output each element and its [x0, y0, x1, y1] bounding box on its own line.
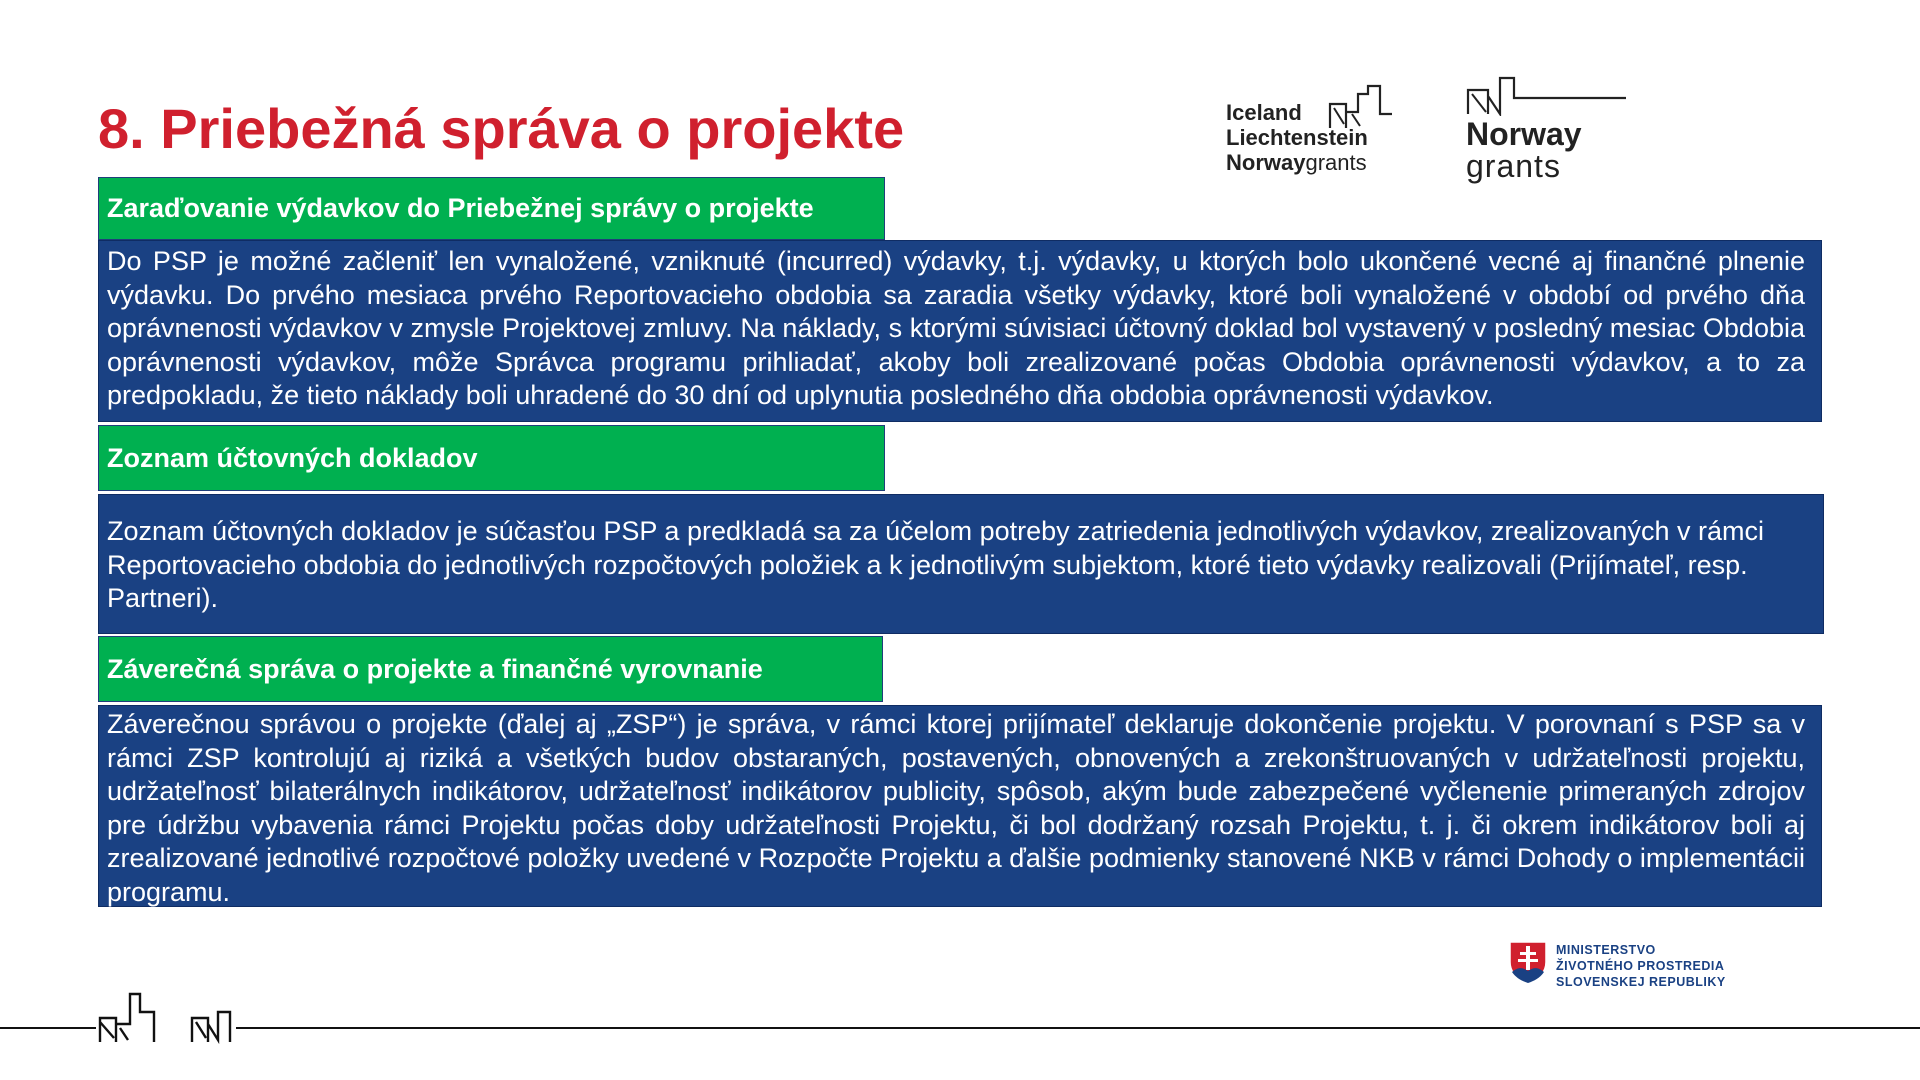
page-title: 8. Priebežná správa o projekte — [98, 97, 905, 160]
eea-line-iceland: Iceland — [1226, 100, 1302, 125]
section-body-documents: Zoznam účtovných dokladov je súčasťou PSP a predkladá sa za účelom potreby zatriedenia jednotlivých výdavkov, zrealizovaných v rámci Reportovacieho obdobia do jednotlivých rozpočtových položiek a k jednotlivým subjektom, ktoré tieto výdavky realizovali (Prijímateľ, resp. Partneri). — [98, 494, 1824, 634]
footer-grants-emblem-icon — [96, 988, 236, 1048]
ministry-line-1: MINISTERSTVO — [1556, 943, 1656, 957]
norway-grants-emblem-icon — [1466, 76, 1626, 116]
eea-line-norway: Norway — [1226, 150, 1306, 175]
section-heading-documents: Zoznam účtovných dokladov — [98, 425, 885, 491]
footer-divider — [0, 1027, 1920, 1029]
norway-text: Norway — [1466, 116, 1582, 152]
eea-line-liechtenstein: Liechtenstein — [1226, 125, 1368, 150]
section-heading-final-report: Záverečná správa o projekte a finančné vyrovnanie — [98, 636, 883, 702]
eea-line-grants: grants — [1305, 150, 1367, 175]
section-body-expenses: Do PSP je možné začleniť len vynaložené, vzniknuté (incurred) výdavky, t.j. výdavky, u ktorých bolo ukončené vecné aj finančné plnenie výdavku. Do prvého mesiaca prvého Reportovacieho obdobia sa zaradia všetky výdavky, ktoré boli vynaložené v období od prvého dňa oprávnenosti výdavkov v zmysle Projektovej zmluvy. Na náklady, s ktorými súvisiaci účtovný doklad bol vystavený v posledný mesiac Obdobia oprávnenosti výdavkov, môže Správca programu prihliadať, akoby boli zrealizované počas Obdobia oprávnenosti výdavkov, a to za predpokladu, že tieto náklady boli uhradené do 30 dní od uplynutia posledného dňa obdobia oprávnenosti výdavkov. — [98, 240, 1822, 422]
section-body-final-report: Záverečnou správou o projekte (ďalej aj „ZSP“) je správa, v rámci ktorej prijímateľ deklaruje dokončenie projektu. V porovnaní s PSP sa v rámci ZSP kontrolujú aj riziká a všetkých budov obstaraných, postavených, obnovených a zrekonštruovaných v udržateľnosti projektu, udržateľnosť bilaterálnych indikátorov, udržateľnosť indikátorov publicity, spôsob, akým bude zabezpečené vyčlenenie primeraných zdrojov pre údržbu vybavenia rámci Projektu počas doby udržateľnosti Projektu, či bol dodržaný rozsah Projektu, t. j. či okrem indikátorov boli aj zrealizované jednotlivé rozpočtové položky uvedené v Rozpočte Projektu a ďalšie podmienky stanovené NKB v rámci Dohody o implementácii programu. — [98, 705, 1822, 907]
ministry-line-2: ŽIVOTNÉHO PROSTREDIA — [1556, 959, 1725, 973]
section-heading-expenses: Zaraďovanie výdavkov do Priebežnej správy o projekte — [98, 177, 885, 240]
slovak-coat-of-arms-icon — [1508, 940, 1548, 984]
grants-text: grants — [1466, 148, 1561, 184]
ministry-line-3: SLOVENSKEJ REPUBLIKY — [1556, 975, 1726, 989]
